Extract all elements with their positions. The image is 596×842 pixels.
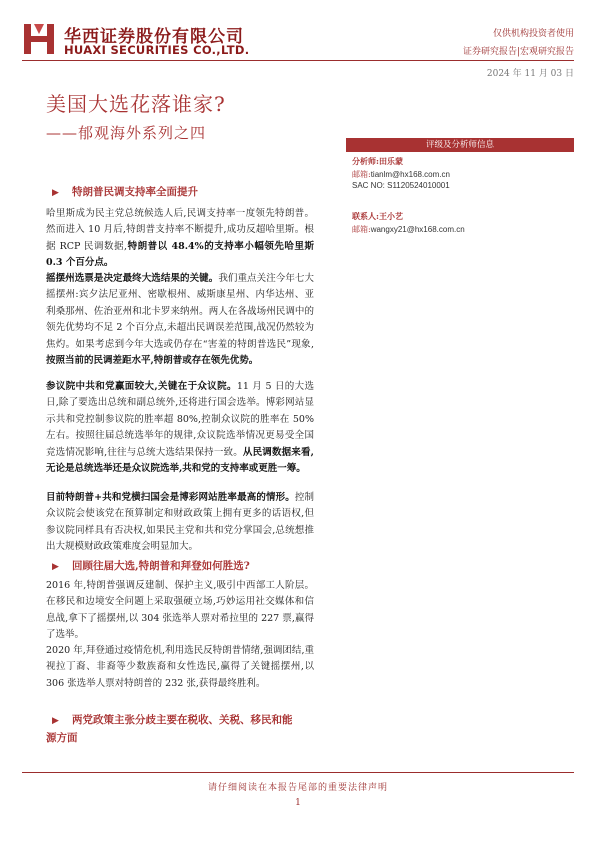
paragraph-3: 参议院中共和党赢面较大,关键在于众议院。11 月 5 日的大选日,除了要选出总统和副总统外,还将进行国会选举。博彩网站显示共和党控制参议院的胜率超 80%,控制众议院的胜率在 50%左右。按照往届总统选举年的规律,众议院选举情况更易受全国竞选情况影响,往往与总统大选结果保持一致。从民调数据来看,无论是总统选举还是众议院选举,共和党的支持率或更胜一筹。 [46,381,314,475]
paragraph-6: 2020 年,拜登通过疫情危机,利用选民反特朗普情绪,强调团结,重视拉丁裔、非裔等少数族裔和女性选民,赢得了关键摇摆州,以 306 张选举人票对特朗普的 232 张,获得最终胜利。 [46,645,314,689]
analyst-2-email-row [352,224,465,235]
company-name-cn: 华西证券股份有限公司 [64,27,244,47]
triangle-bullet-icon: ▶ [52,188,59,198]
section-heading-3: ▶ 两党政策主张分歧主要在税收、关税、移民和能 [52,714,293,726]
contact-name: 王小艺 [378,211,403,221]
analyst-label: 分析师: [352,156,379,166]
contact-label: 联系人: [352,211,379,221]
analyst-2 [352,211,403,222]
analyst-info-header: 评级及分析师信息 [346,138,574,152]
header-divider [22,60,574,61]
analyst-1 [352,156,403,167]
report-date: 2024 年 11 月 03 日 [486,69,574,79]
email-label: 邮箱: [352,170,371,179]
sac-number: SAC NO: S1120524010001 [352,181,450,190]
analyst-1-email[interactable]: tianlm@hx168.com.cn [370,170,450,179]
section-heading-3-cont: 源方面 [46,732,78,744]
paragraph-1: 哈里斯成为民主党总统候选人后,民调支持率一度领先特朗普。然而进入 10 月后,特朗普支持率不断提升,成功反超哈里斯。根据 RCP 民调数据,特朗普以 48.4%的支持率小幅领先哈里斯 0.3 个百分点。 [46,208,314,269]
page-title: 美国大选花落谁家? [46,92,226,116]
legal-notice: 请仔细阅读在本报告尾部的重要法律声明 [207,783,388,793]
analyst-1-sac [352,181,450,190]
report-category: 证券研究报告|宏观研究报告 [462,47,574,57]
section-heading-2: ▶ 回顾往届大选,特朗普和拜登如何胜选? [52,560,250,572]
paragraph-4: 目前特朗普+共和党横扫国会是博彩网站胜率最高的情形。控制众议院会使该党在预算制定和财政政策上拥有更多的话语权,但参议院同样具有否决权,如果民主党和共和党分掌国会,总统想推出大规模财政政策难度会明显加大。 [46,492,314,553]
triangle-bullet-icon: ▶ [52,716,59,726]
footer-divider [22,772,574,773]
company-name-en: HUAXI SECURITIES CO.,LTD. [64,43,250,57]
audience-note: 仅供机构投资者使用 [492,29,574,39]
paragraph-5: 2016 年,特朗普强调反建制、保护主义,吸引中西部工人阶层。在移民和边境安全问题上采取强硬立场,巧妙运用社交媒体和信息战,拿下了摇摆州,以 304 张选举人票对希拉里的 227 票,赢得了选举。 [46,580,314,641]
triangle-bullet-icon: ▶ [52,562,59,572]
huaxi-logo-icon [22,22,56,56]
page-subtitle: ——郁观海外系列之四 [46,124,207,142]
email-label: 邮箱: [352,225,371,234]
paragraph-2: 摇摆州选票是决定最终大选结果的关键。我们重点关注今年七大摇摆州:宾夕法尼亚州、密歇根州、威斯康星州、内华达州、亚利桑那州、佐治亚州和北卡罗来纳州。两人在各战场州民调中的领先优势均不足 2 个百分点,未超出民调误差范围,战况仍然较为焦灼。如果考虑到今年大选或仍存在“害羞的特朗普选民”现象,按照当前的民调差距水平,特朗普或存在领先优势。 [46,273,314,367]
section-heading-1: ▶ 特朗普民调支持率全面提升 [52,186,198,198]
page-number: 1 [295,798,301,808]
analyst-name: 田乐蒙 [378,156,403,166]
analyst-2-email[interactable]: wangxy21@hx168.com.cn [370,225,465,234]
analyst-1-email-row [352,169,450,180]
